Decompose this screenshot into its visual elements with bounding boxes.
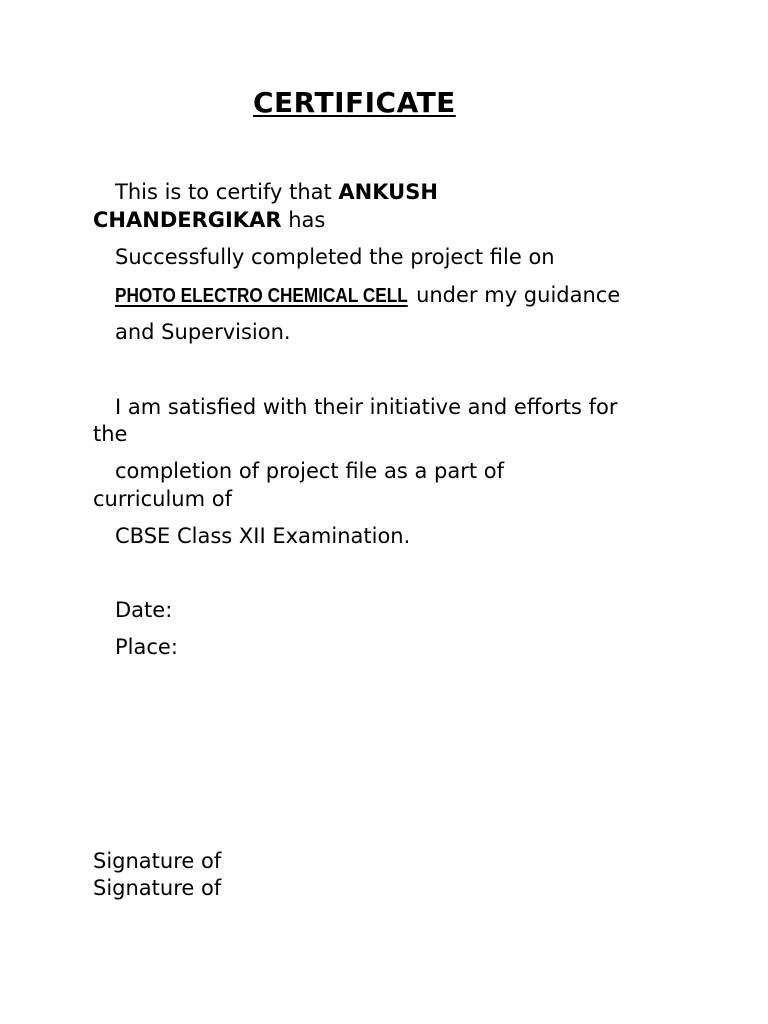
para1-line5: and Supervision. [115,320,291,344]
para1-line1 [115,178,438,206]
para1-line3: Successfully completed the project file on [115,245,555,269]
para2-line3: completion of project file as a part of [115,459,504,483]
signature-line-1: Signature of [93,849,222,873]
para2-line4: curriculum of [93,487,232,511]
student-name-first: ANKUSH [338,180,438,204]
project-title: PHOTO ELECTRO CHEMICAL CELL [115,285,408,307]
para2-line2: the [93,422,128,446]
student-name-last: CHANDERGIKAR [93,208,282,232]
place-label: Place: [115,635,178,659]
para2-line5: CBSE Class XII Examination. [115,524,411,548]
signature-line-2: Signature of [93,876,222,900]
date-label: Date: [115,598,173,622]
para2-line1: I am satisfied with their initiative and efforts for [115,395,618,419]
para1-line4 [115,281,620,310]
para1-prefix: This is to certify that [115,180,339,204]
para1-line4-suffix: under my guidance [409,283,621,307]
para1-line2-suffix: has [281,208,326,232]
para1-line2 [93,206,325,234]
certificate-title: CERTIFICATE [253,86,456,119]
